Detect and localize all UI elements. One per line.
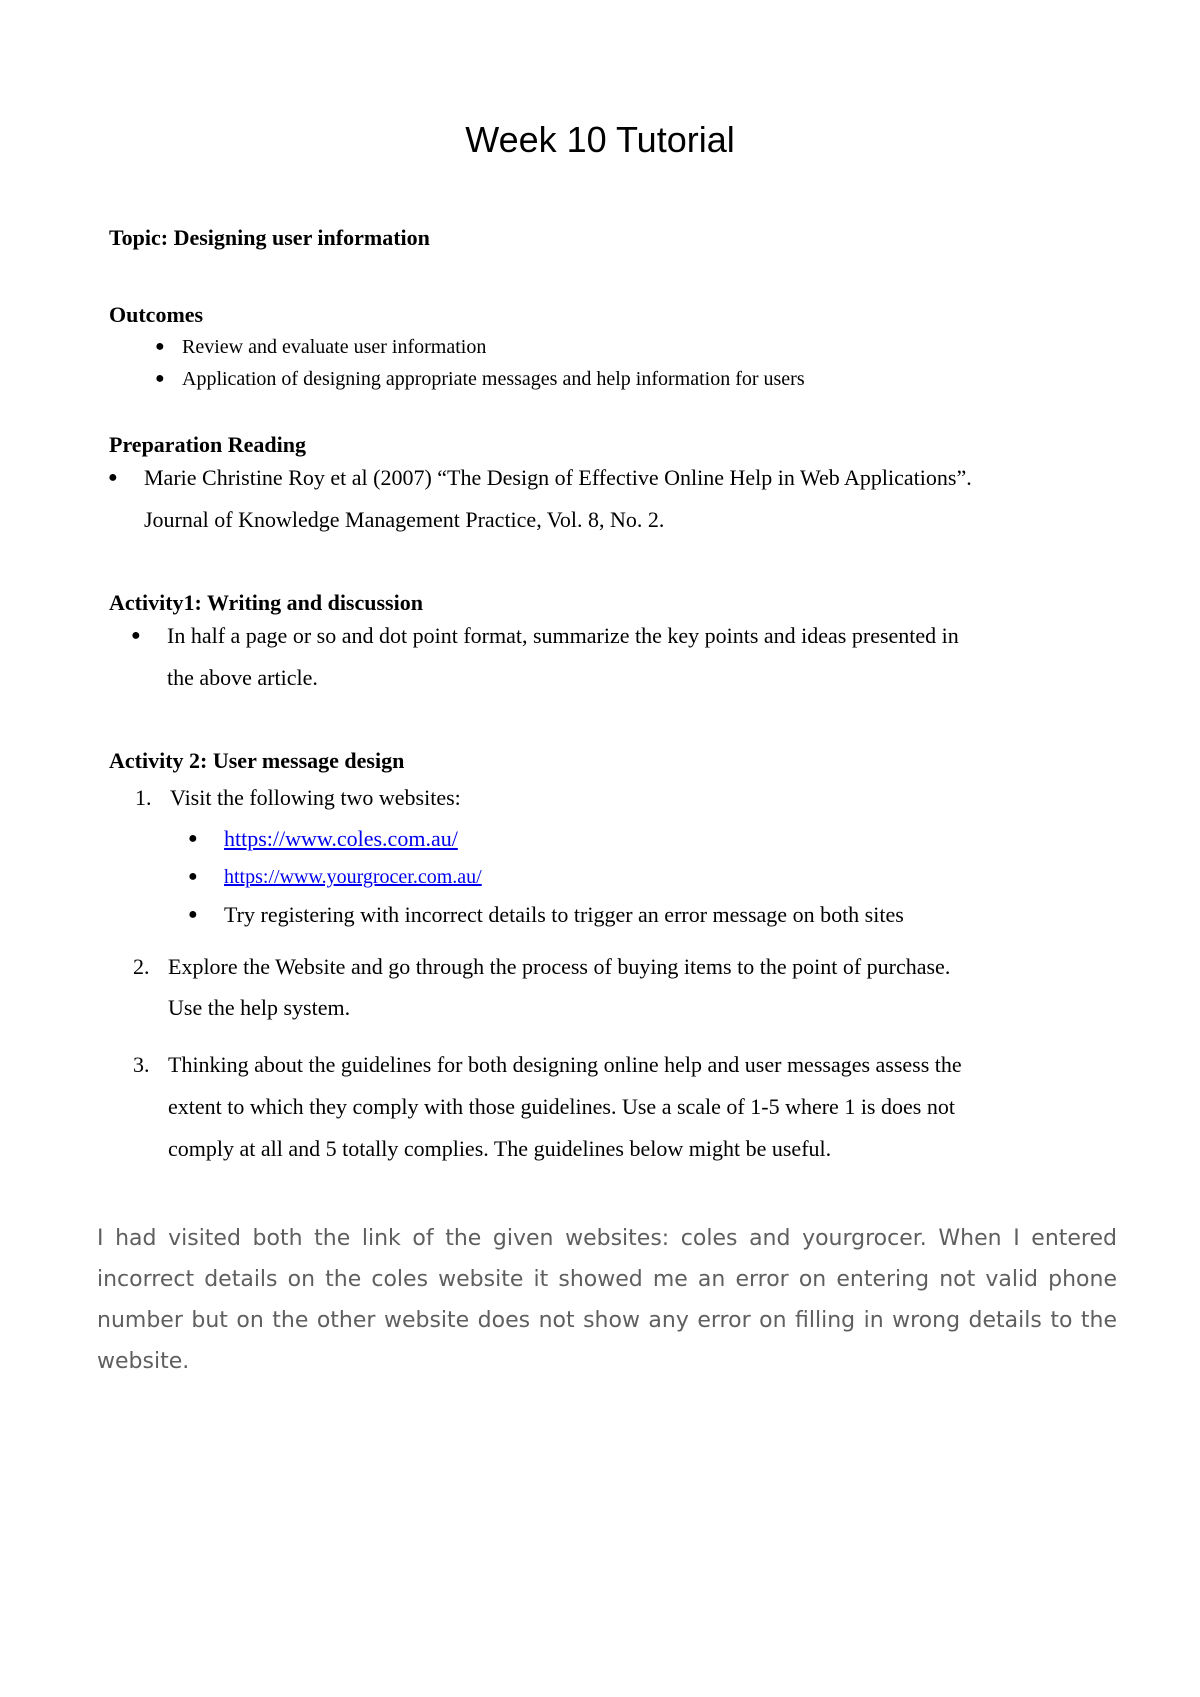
yourgrocer-link[interactable]: https://www.yourgrocer.com.au/ xyxy=(224,866,482,888)
bullet-icon: ● xyxy=(155,370,165,387)
step1-text: Visit the following two websites: xyxy=(170,785,461,810)
bullet-icon: ● xyxy=(188,868,198,885)
outcome-item-2: Application of designing appropriate messages and help information for users xyxy=(182,368,805,390)
bullet-icon: ● xyxy=(131,627,141,644)
preparation-citation-line-2: Journal of Knowledge Management Practice, Vol. 8, No. 2. xyxy=(144,507,665,532)
activity1-heading: Activity1: Writing and discussion xyxy=(109,590,423,615)
activity1-text-line-1: In half a page or so and dot point format, summarize the key points and ideas presented in xyxy=(167,623,959,648)
outcomes-heading: Outcomes xyxy=(109,302,204,327)
topic-heading: Topic: Designing user information xyxy=(109,225,430,250)
coles-link[interactable]: https://www.coles.com.au/ xyxy=(224,826,458,851)
activity1-text-line-2: the above article. xyxy=(167,665,318,690)
preparation-heading: Preparation Reading xyxy=(109,432,306,457)
step-number-3: 3. xyxy=(133,1052,150,1077)
activity2-heading: Activity 2: User message design xyxy=(109,748,405,773)
step3-text-line-1: Thinking about the guidelines for both designing online help and user messages assess the xyxy=(168,1052,962,1077)
preparation-citation-line-1: Marie Christine Roy et al (2007) “The Design of Effective Online Help in Web Applications”. xyxy=(144,465,972,490)
step2-text-line-1: Explore the Website and go through the process of buying items to the point of purchase. xyxy=(168,954,951,979)
outcome-item-1: Review and evaluate user information xyxy=(182,336,487,358)
bullet-icon: ● xyxy=(155,338,165,355)
page-title: Week 10 Tutorial xyxy=(465,119,735,160)
step-number-1: 1. xyxy=(135,785,152,810)
step-number-2: 2. xyxy=(133,954,150,979)
bullet-icon: ● xyxy=(188,906,198,923)
bullet-icon: ● xyxy=(188,830,198,847)
student-answer: I had visited both the link of the given websites: coles and yourgrocer. When I entered incorrect details on the coles website it showed me an error on entering not valid phone number but on the other website does not show any error on filling in wrong details to the website. xyxy=(97,1226,1117,1374)
step3-text-line-3: comply at all and 5 totally complies. The guidelines below might be useful. xyxy=(168,1136,832,1161)
step2-text-line-2: Use the help system. xyxy=(168,995,351,1020)
step1-note: Try registering with incorrect details to trigger an error message on both sites xyxy=(224,902,904,927)
step3-text-line-2: extent to which they comply with those guidelines. Use a scale of 1-5 where 1 is does not xyxy=(168,1094,955,1119)
bullet-icon: ● xyxy=(108,469,118,486)
